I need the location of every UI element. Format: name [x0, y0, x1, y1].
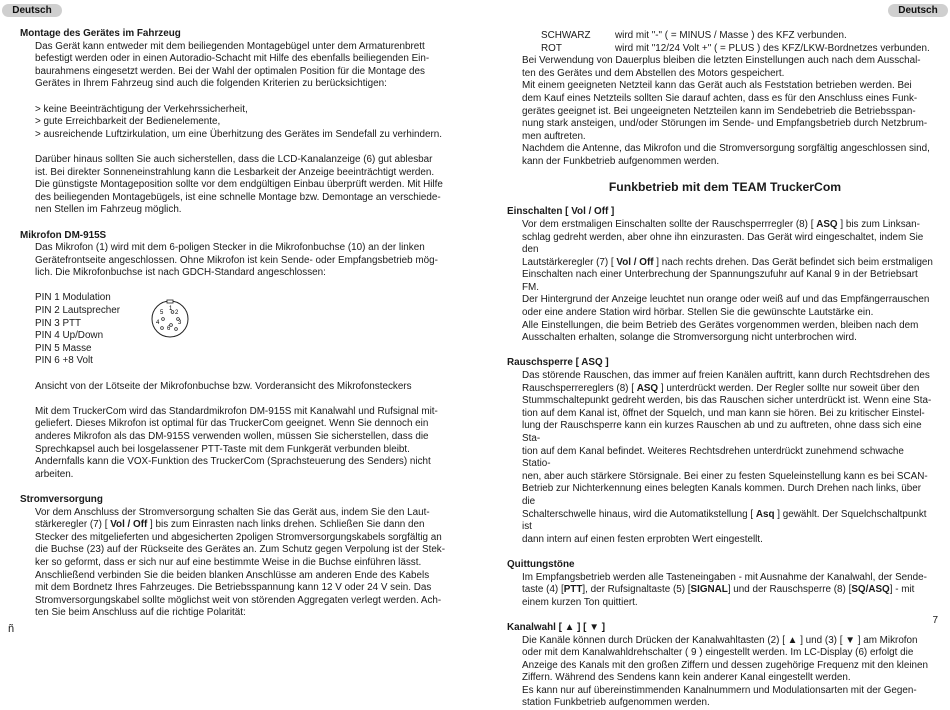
text-line: Die günstigste Montageposition sollte vor dem endgültigen Einbau überprüft werden. Mit Hilfe	[35, 179, 448, 192]
sq-asq-key: SQ/ASQ	[851, 584, 889, 595]
text-line: Anschließend verbinden Sie die beiden blanken Anschlüsse am anderen Ende des Kabels	[35, 570, 448, 583]
text-line: kann der Funkbetrieb aufgenommen werden.	[522, 156, 933, 169]
pin-list	[20, 292, 448, 368]
connector-pin-label: 4	[156, 320, 160, 326]
text-line: ist. Bei direkter Sonneneinstrahlung kann die Lesbarkeit der Anzeige beeinträchtigt werden.	[35, 167, 448, 180]
text-line: Das Gerät kann entweder mit dem beiliegenden Montagebügel unter dem Armaturenbrett	[35, 41, 448, 54]
mic-paragraph	[20, 242, 448, 280]
text-line: arbeiten.	[35, 469, 448, 482]
text-line: Betrieb zur Nichterkennung eines belegten Kanals kommen. Durch Drehen nach links, über die	[522, 483, 933, 508]
page-number: 7	[932, 615, 938, 626]
text-line: Bei Verwendung von Dauerplus bleiben die letzten Einstellungen auch nach dem Ausschal-	[522, 55, 933, 68]
text-line: men auftreten.	[522, 131, 933, 144]
pin-item: PIN 5 Masse	[35, 343, 448, 356]
rauschsperre-paragraph	[507, 370, 933, 546]
connector-pin-label: 1	[169, 306, 173, 312]
text-line: Es kann nur auf übereinstimmenden Kanalnummern und Modulationsarten mit der Gegen-	[522, 685, 933, 698]
text-line: dem Kauf eines Netzteils sollten Sie darauf achten, dass es für den Anschluss eines Funk-	[522, 93, 933, 106]
text-line: station Funkbetrieb aufgenommen werden.	[522, 697, 933, 710]
text-line: nung stark ansteigen, und/oder Störungen im Sende- und Empfangsbetrieb durch Netzbrum-	[522, 118, 933, 131]
text-line: anderes Mikrofon als das DM-915S verwenden wollen, müssen Sie sicherstellen, dass die	[35, 431, 448, 444]
text-line: Einschalten nach einer Unterbrechung der Spannungszufuhr auf Kanal 9 in der Betriebsart FM.	[522, 269, 933, 294]
text-line: nen, aber auch stärkere Störsignale. Bei einer zu festen Squeleinstellung kann es bei SCAN-	[522, 471, 933, 484]
text-line: Lautstärkeregler (7) [ Vol / Off ] nach rechts drehen. Das Gerät befindet sich beim erstmaligen	[522, 257, 933, 270]
left-page	[20, 28, 448, 620]
text-line: schlag gedreht werden, aber ohne ihn einzurasten. Das Gerät wird eingeschaltet, indem Sie den	[522, 232, 933, 257]
pin-item: PIN 3 PTT	[35, 318, 448, 331]
connector-pin-label: 2	[175, 310, 179, 316]
text-line: Sprechkapsel auch bei losgelassener PTT-Taste mit dem Funkgerät verbunden bleibt.	[35, 444, 448, 457]
text-line: Ausschalten erhalten, solange die Stromversorgung nicht unterbrochen wird.	[522, 332, 933, 345]
text-line: Rauschsperrereglers (8) [ ASQ ] unterdrückt werden. Der Regler sollte nur soweit über den	[522, 383, 933, 396]
text-line: Das störende Rauschen, das immer auf freien Kanälen auftritt, kann durch Rechtsdrehen des	[522, 370, 933, 383]
text-line: Stecker des mitgelieferten und abgesicherten 2poligen Stromversorgungskabels sorgfältig an	[35, 532, 448, 545]
text-line: lung der Rauschsperre kann ein kurzes Rauschen ab und zu auftreten, ohne dass sich eine Sta-	[522, 420, 933, 445]
margin-mark: ñ	[8, 623, 14, 635]
criteria-item: > gute Erreichbarkeit der Bedienelemente,	[35, 116, 448, 129]
polarity-row	[507, 30, 933, 43]
wire-description: wird mit "12/24 Volt +" ( = PLUS ) des KFZ/LKW-Bordnetzes verbunden.	[615, 43, 930, 56]
asq-key: ASQ	[816, 219, 837, 230]
kanalwahl-paragraph	[507, 635, 933, 710]
text-line: ten Sie beim Anschluss auf die richtige Polarität:	[35, 607, 448, 620]
wire-description: wird mit "-" ( = MINUS / Masse ) des KFZ verbunden.	[615, 30, 847, 43]
mic-heading: Mikrofon DM-915S	[20, 230, 448, 243]
asq-key: ASQ	[637, 383, 658, 394]
text-line: Ziffern. Während des Sendens kann kein anderer Kanal eingestellt werden.	[522, 672, 933, 685]
text-line: mit dem Bordnetz Ihres Fahrzeuges. Die Betriebsspannung kann 12 V oder 24 V sein. Das	[35, 582, 448, 595]
language-tab-left: Deutsch	[2, 4, 62, 17]
polarity-row	[507, 43, 933, 56]
text-line: tion auf dem Kanal ist, öffnet der Squelch, und man kann sie hören. Bei zu kritischer Einstel-	[522, 408, 933, 421]
pin-item: PIN 6 +8 Volt	[35, 355, 448, 368]
text-line: die Buchse (23) auf der Rückseite des Gerätes an. Zum Schutz gegen Verpolung ist der Stek-	[35, 544, 448, 557]
pin-item: PIN 1 Modulation	[35, 292, 448, 305]
text-line: einem kurzen Ton quittiert.	[522, 597, 933, 610]
text-line: ker so geformt, dass er sich nur auf eine bestimmte Weise in die Buchse einführen lässt.	[35, 557, 448, 570]
vol-off-key: Vol / Off	[616, 257, 653, 268]
text-line: Alle Einstellungen, die beim Betrieb des Gerätes vorgenommen werden, bleiben nach dem	[522, 320, 933, 333]
vol-off-key: Vol / Off	[110, 519, 147, 530]
text-line: Andernfalls kann die VOX-Funktion des TruckerCom (Sprachsteuerung des Senders) nicht	[35, 456, 448, 469]
text-line: Der Hintergrund der Anzeige leuchtet nun orange oder weiß auf und das Empfängerrauschen	[522, 294, 933, 307]
text-line: Vor dem Anschluss der Stromversorgung schalten Sie das Gerät aus, indem Sie den Laut-	[35, 507, 448, 520]
wire-color: SCHWARZ	[541, 30, 615, 43]
montage-paragraph	[20, 41, 448, 217]
text-line: des beiliegenden Montagebügels, ist eine schnelle Montage bzw. Demontage an verschiede-	[35, 192, 448, 205]
power-heading: Stromversorgung	[20, 494, 448, 507]
text-line: Mit dem TruckerCom wird das Standardmikrofon DM-915S mit Kanalwahl und Rufsignal mit-	[35, 406, 448, 419]
solder-note: Ansicht von der Lötseite der Mikrofonbuchse bzw. Vorderansicht des Mikrofonsteckers	[20, 381, 448, 394]
criteria-item: > keine Beeinträchtigung der Verkehrssicherheit,	[35, 104, 448, 117]
text-line: Stromversorgungskabel sollte möglichst weit von störenden Aggregaten verlegt werden. Ach-	[35, 595, 448, 608]
power-paragraph	[20, 507, 448, 620]
section-title: Funkbetrieb mit dem TEAM TruckerCom	[507, 181, 933, 194]
text-line: Anzeige des Kanals mit den großen Ziffern und dessen zugehörige Frequenz mit den kleinen	[522, 660, 933, 673]
text-line: taste (4) [PTT], der Rufsignaltaste (5) [SIGNAL] und der Rauschsperre (8) [SQ/ASQ] - mit	[522, 584, 933, 597]
text-line: oder mit dem Kanalwahldrehschalter ( 9 ) eingestellt werden. Im LC-Display (6) erfolgt die	[522, 647, 933, 660]
text-line: oder eine andere Station wird hörbar. Stellen Sie die gewünschte Lautstärke ein.	[522, 307, 933, 320]
pin-item: PIN 4 Up/Down	[35, 330, 448, 343]
quittungstoene-paragraph	[507, 572, 933, 610]
power-continued-paragraph	[507, 55, 933, 168]
einschalten-paragraph	[507, 219, 933, 345]
rauschsperre-heading: Rauschsperre [ ASQ ]	[507, 357, 933, 370]
text-line: lich. Die Mikrofonbuchse ist nach GDCH-Standard angeschlossen:	[35, 267, 448, 280]
text-line: Stummschaltepunkt gedreht werden, bis das Rauschen sicher unterdrückt ist. Wenn eine Sta-	[522, 395, 933, 408]
text-line: Das Mikrofon (1) wird mit dem 6-poligen Stecker in die Mikrofonbuchse (10) an der linken	[35, 242, 448, 255]
text-line: Darüber hinaus sollten Sie auch sicherstellen, dass die LCD-Kanalanzeige (6) gut ablesbar	[35, 154, 448, 167]
mic-paragraph-2	[20, 406, 448, 482]
kanalwahl-heading: Kanalwahl [ ▲ ] [ ▼ ]	[507, 622, 933, 635]
text-line: Gerätes in Ihrem Fahrzeug sind auch die folgenden Kriterien zu berücksichtigen:	[35, 78, 448, 91]
signal-key: SIGNAL	[691, 584, 728, 595]
text-line: Nachdem die Antenne, das Mikrofon und die Stromversorgung sorgfältig angeschlossen sind,	[522, 143, 933, 156]
connector-pin-label: 5	[160, 310, 164, 316]
wire-color: ROT	[541, 43, 615, 56]
text-line: Im Empfangsbetrieb werden alle Tasteneingaben - mit Ausnahme der Kanalwahl, der Sende-	[522, 572, 933, 585]
text-line: dann intern auf einen festen erprobten Wert eingestellt.	[522, 534, 933, 547]
text-line: nen Stellen im Fahrzeug möglich.	[35, 204, 448, 217]
text-line: Schalterschwelle hinaus, wird die Automatikstellung [ Asq ] gewählt. Der Squelchschaltpunkt ist	[522, 509, 933, 534]
text-line: geliefert. Dieses Mikrofon ist optimal für das TruckerCom geeignet. Wenn Sie dennoch ein	[35, 418, 448, 431]
einschalten-heading: Einschalten [ Vol / Off ]	[507, 206, 933, 219]
quittungstoene-heading: Quittungstöne	[507, 559, 933, 572]
text-line: baurahmens eingesetzt werden. Bei der Wahl der optimalen Position für die Montage des	[35, 66, 448, 79]
text-line: befestigt werden oder in einen Autoradio-Schacht mit Hilfe des ebenfalls beiliegenden Ein-	[35, 53, 448, 66]
text-line: gerätes geeignet ist. Bei ungeeigneten Netzteilen kann im Sendebetrieb die Betriebsspan-	[522, 106, 933, 119]
text-line: ten des Gerätes und dem Abstellen des Motors gespeichert.	[522, 68, 933, 81]
right-page	[507, 30, 933, 710]
text-line: tion auf dem Kanal befindet. Weiteres Rechtsdrehen unterdrückt zunehmend schwache Statio-	[522, 446, 933, 471]
ptt-key: PTT	[564, 584, 583, 595]
criteria-item: > ausreichende Luftzirkulation, um eine Überhitzung des Gerätes im Sendefall zu verhindern.	[35, 129, 448, 142]
connector-pin-label: 3	[178, 320, 182, 326]
text-line: Gerätefrontseite angeschlossen. Ohne Mikrofon ist kein Sende- oder Empfangsbetrieb mög-	[35, 255, 448, 268]
connector-pin-label: 6	[167, 326, 171, 332]
pin-item: PIN 2 Lautsprecher	[35, 305, 448, 318]
language-tab-right: Deutsch	[888, 4, 948, 17]
text-line: Vor dem erstmaligen Einschalten sollte der Rauschsperrregler (8) [ ASQ ] bis zum Linksan-	[522, 219, 933, 232]
asq-auto-key: Asq	[756, 509, 775, 520]
montage-heading: Montage des Gerätes im Fahrzeug	[20, 28, 448, 41]
mic-connector-diagram	[148, 299, 192, 339]
text-line: stärkeregler (7) [ Vol / Off ] bis zum Einrasten nach links drehen. Schließen Sie dann den	[35, 519, 448, 532]
text-line: Mit einem geeigneten Netzteil kann das Gerät auch als Feststation betrieben werden. Bei	[522, 80, 933, 93]
text-line: Die Kanäle können durch Drücken der Kanalwahltasten (2) [ ▲ ] und (3) [ ▼ ] am Mikrofon	[522, 635, 933, 648]
